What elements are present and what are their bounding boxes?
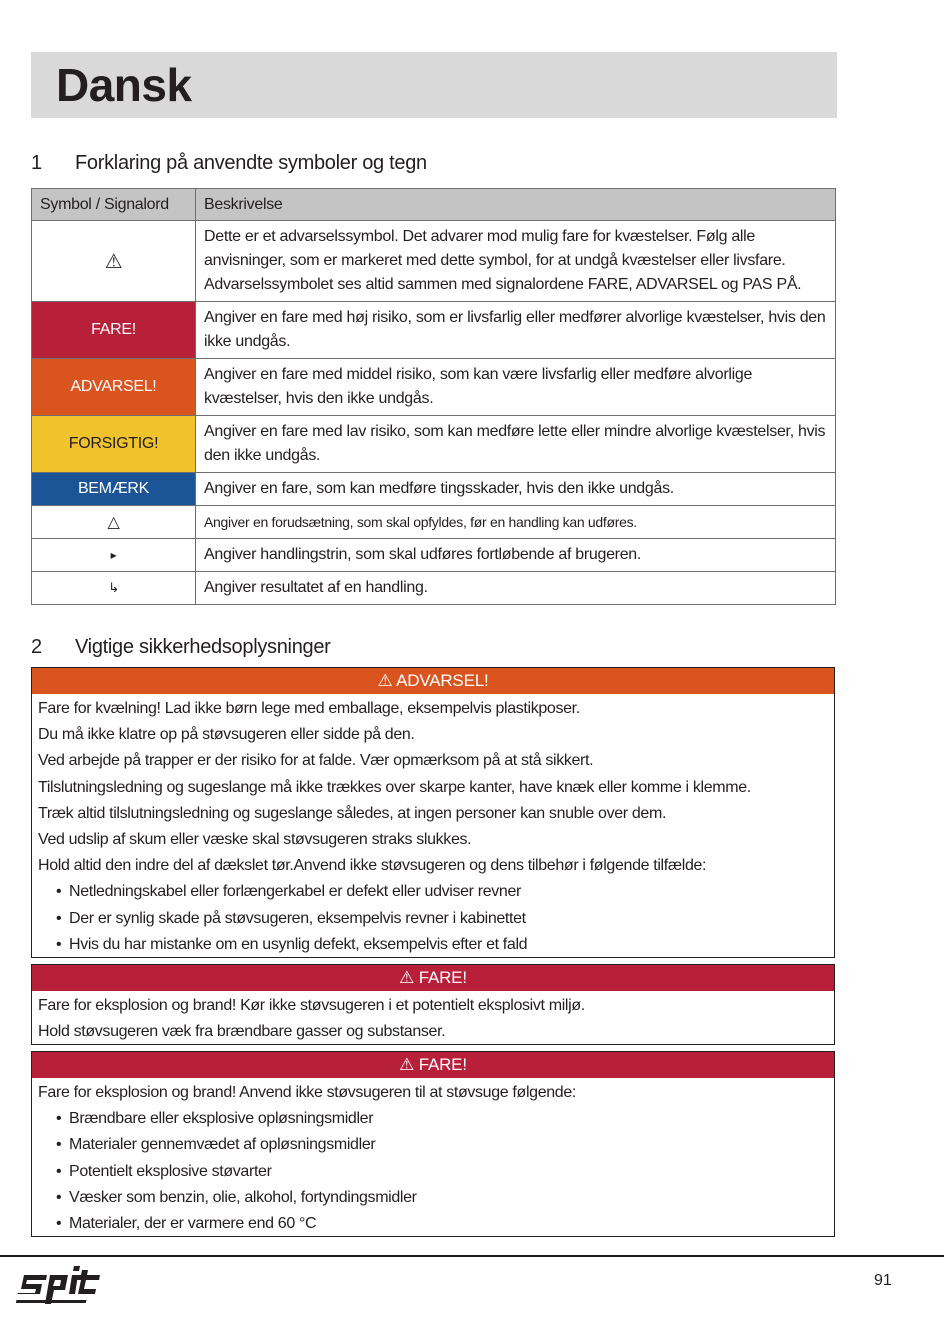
symbols-table <box>31 188 836 605</box>
language-title: Dansk <box>56 59 192 111</box>
row-description: Angiver resultatet af en handling. <box>196 572 836 605</box>
row-description: Angiver en fare med lav risiko, som kan medføre lette eller mindre alvorlige kvæstelser, hvis den ikke undgås. <box>196 416 836 473</box>
list-item: • Netledningskabel eller forlængerkabel er defekt eller udviser revner <box>56 879 828 905</box>
result-arrow-icon: ↳ <box>32 572 196 605</box>
safety-line: Hold støvsugeren væk fra brændbare gasser og substanser. <box>38 1023 446 1041</box>
safety-line: Fare for kvælning! Lad ikke børn lege med emballage, eksempelvis plastikposer. <box>38 700 580 717</box>
warning-box-heading: ⚠ FARE! <box>32 1052 834 1078</box>
warning-box-heading: ⚠ FARE! <box>32 965 834 991</box>
table-row <box>32 221 836 302</box>
row-description: Angiver en forudsætning, som skal opfyldes, før en handling kan udføres. <box>196 506 836 539</box>
bullet: • <box>56 1214 62 1232</box>
action-step-arrow-icon: ▸ <box>32 539 196 572</box>
column-header-symbol: Symbol / Signalord <box>32 189 196 221</box>
bullet: • <box>56 883 62 901</box>
warning-box-fare-2 <box>31 1051 835 1237</box>
row-description: Angiver handlingstrin, som skal udføres fortløbende af brugeren. <box>196 539 836 572</box>
section-title: Vigtige sikkerhedsoplysninger <box>75 636 331 658</box>
safety-line: Hold altid den indre del af dækslet tør.Anvend ikke støvsugeren og dens tilbehør i følgende tilfælde: <box>38 857 707 875</box>
row-description: Angiver en fare med høj risiko, som er livsfarlig eller medfører alvorlige kvæstelser, hvis den ikke undgås. <box>196 302 836 359</box>
section-1-heading <box>31 152 427 175</box>
row-description: Dette er et advarselssymbol. Det advarer mod mulig fare for kvæstelser. Følg alle anvisninger, som er markeret med dette symbol, for at undgå kvæstelser eller livsfare. Advarselssymbolet ses altid sammen med signalordene FARE, ADVARSEL og PAS PÅ. <box>196 221 836 302</box>
list-item: • Væsker som benzin, olie, alkohol, fortyndingsmidler <box>56 1185 828 1211</box>
list-item: • Materialer, der er varmere end 60 °C <box>56 1211 828 1237</box>
bullet: • <box>56 935 62 953</box>
section-number: 2 <box>31 636 42 658</box>
bullet: • <box>56 1188 62 1206</box>
language-header <box>31 52 837 118</box>
signal-word-fare: FARE! <box>32 302 196 359</box>
signal-word-bemaerk: BEMÆRK <box>32 473 196 506</box>
row-description: Angiver en fare med middel risiko, som kan være livsfarlig eller medføre alvorlige kvæstelser, hvis den ikke undgås. <box>196 359 836 416</box>
list-item: • Hvis du har mistanke om en usynlig defekt, eksempelvis efter et fald <box>56 932 828 958</box>
bullet: • <box>56 1136 62 1154</box>
list-item: • Brændbare eller eksplosive opløsningsmidler <box>56 1106 828 1132</box>
warning-box-advarsel <box>31 667 835 958</box>
safety-line: Fare for eksplosion og brand! Anvend ikke støvsugeren til at støvsuge følgende: <box>38 1084 576 1101</box>
table-row <box>32 416 836 473</box>
warning-icon: ⚠ <box>32 221 196 302</box>
column-header-description: Beskrivelse <box>196 189 836 221</box>
table-row <box>32 359 836 416</box>
footer-divider <box>0 1255 944 1257</box>
row-description: Angiver en fare, som kan medføre tingsskader, hvis den ikke undgås. <box>196 473 836 506</box>
signal-word-forsigtig: FORSIGTIG! <box>32 416 196 473</box>
list-item: • Potentielt eksplosive støvarter <box>56 1159 828 1185</box>
section-number: 1 <box>31 152 42 174</box>
table-row <box>32 506 836 539</box>
safety-line: Du må ikke klatre op på støvsugeren eller sidde på den. <box>38 726 415 744</box>
safety-line: Ved udslip af skum eller væske skal støvsugeren straks slukkes. <box>38 830 472 848</box>
bullet: • <box>56 1110 62 1128</box>
table-row <box>32 572 836 605</box>
warning-box-heading: ⚠ ADVARSEL! <box>32 668 834 694</box>
section-2-heading <box>31 636 331 659</box>
table-header-row <box>32 189 836 221</box>
section-title: Forklaring på anvendte symboler og tegn <box>75 152 427 174</box>
list-item: • Der er synlig skade på støvsugeren, eksempelvis revner i kabinettet <box>56 906 828 932</box>
safety-line: Træk altid tilslutningsledning og sugeslange således, at ingen personer kan snuble over dem. <box>38 804 667 822</box>
safety-line: Ved arbejde på trapper er der risiko for at falde. Vær opmærksom på at stå sikkert. <box>38 752 594 770</box>
list-item: • Materialer gennemvædet af opløsningsmidler <box>56 1132 828 1158</box>
prerequisite-triangle-icon: △ <box>32 506 196 539</box>
signal-word-advarsel: ADVARSEL! <box>32 359 196 416</box>
page-number: 91 <box>874 1272 892 1289</box>
warning-box-fare-1 <box>31 964 835 1045</box>
bullet: • <box>56 1162 62 1180</box>
safety-line: Fare for eksplosion og brand! Kør ikke støvsugeren i et potentielt eksplosivt miljø. <box>38 997 585 1014</box>
bullet: • <box>56 909 62 927</box>
table-row <box>32 473 836 506</box>
table-row <box>32 539 836 572</box>
table-row <box>32 302 836 359</box>
safety-line: Tilslutningsledning og sugeslange må ikke trækkes over skarpe kanter, have knæk eller komme i klemme. <box>38 778 751 796</box>
spit-logo <box>14 1262 104 1313</box>
